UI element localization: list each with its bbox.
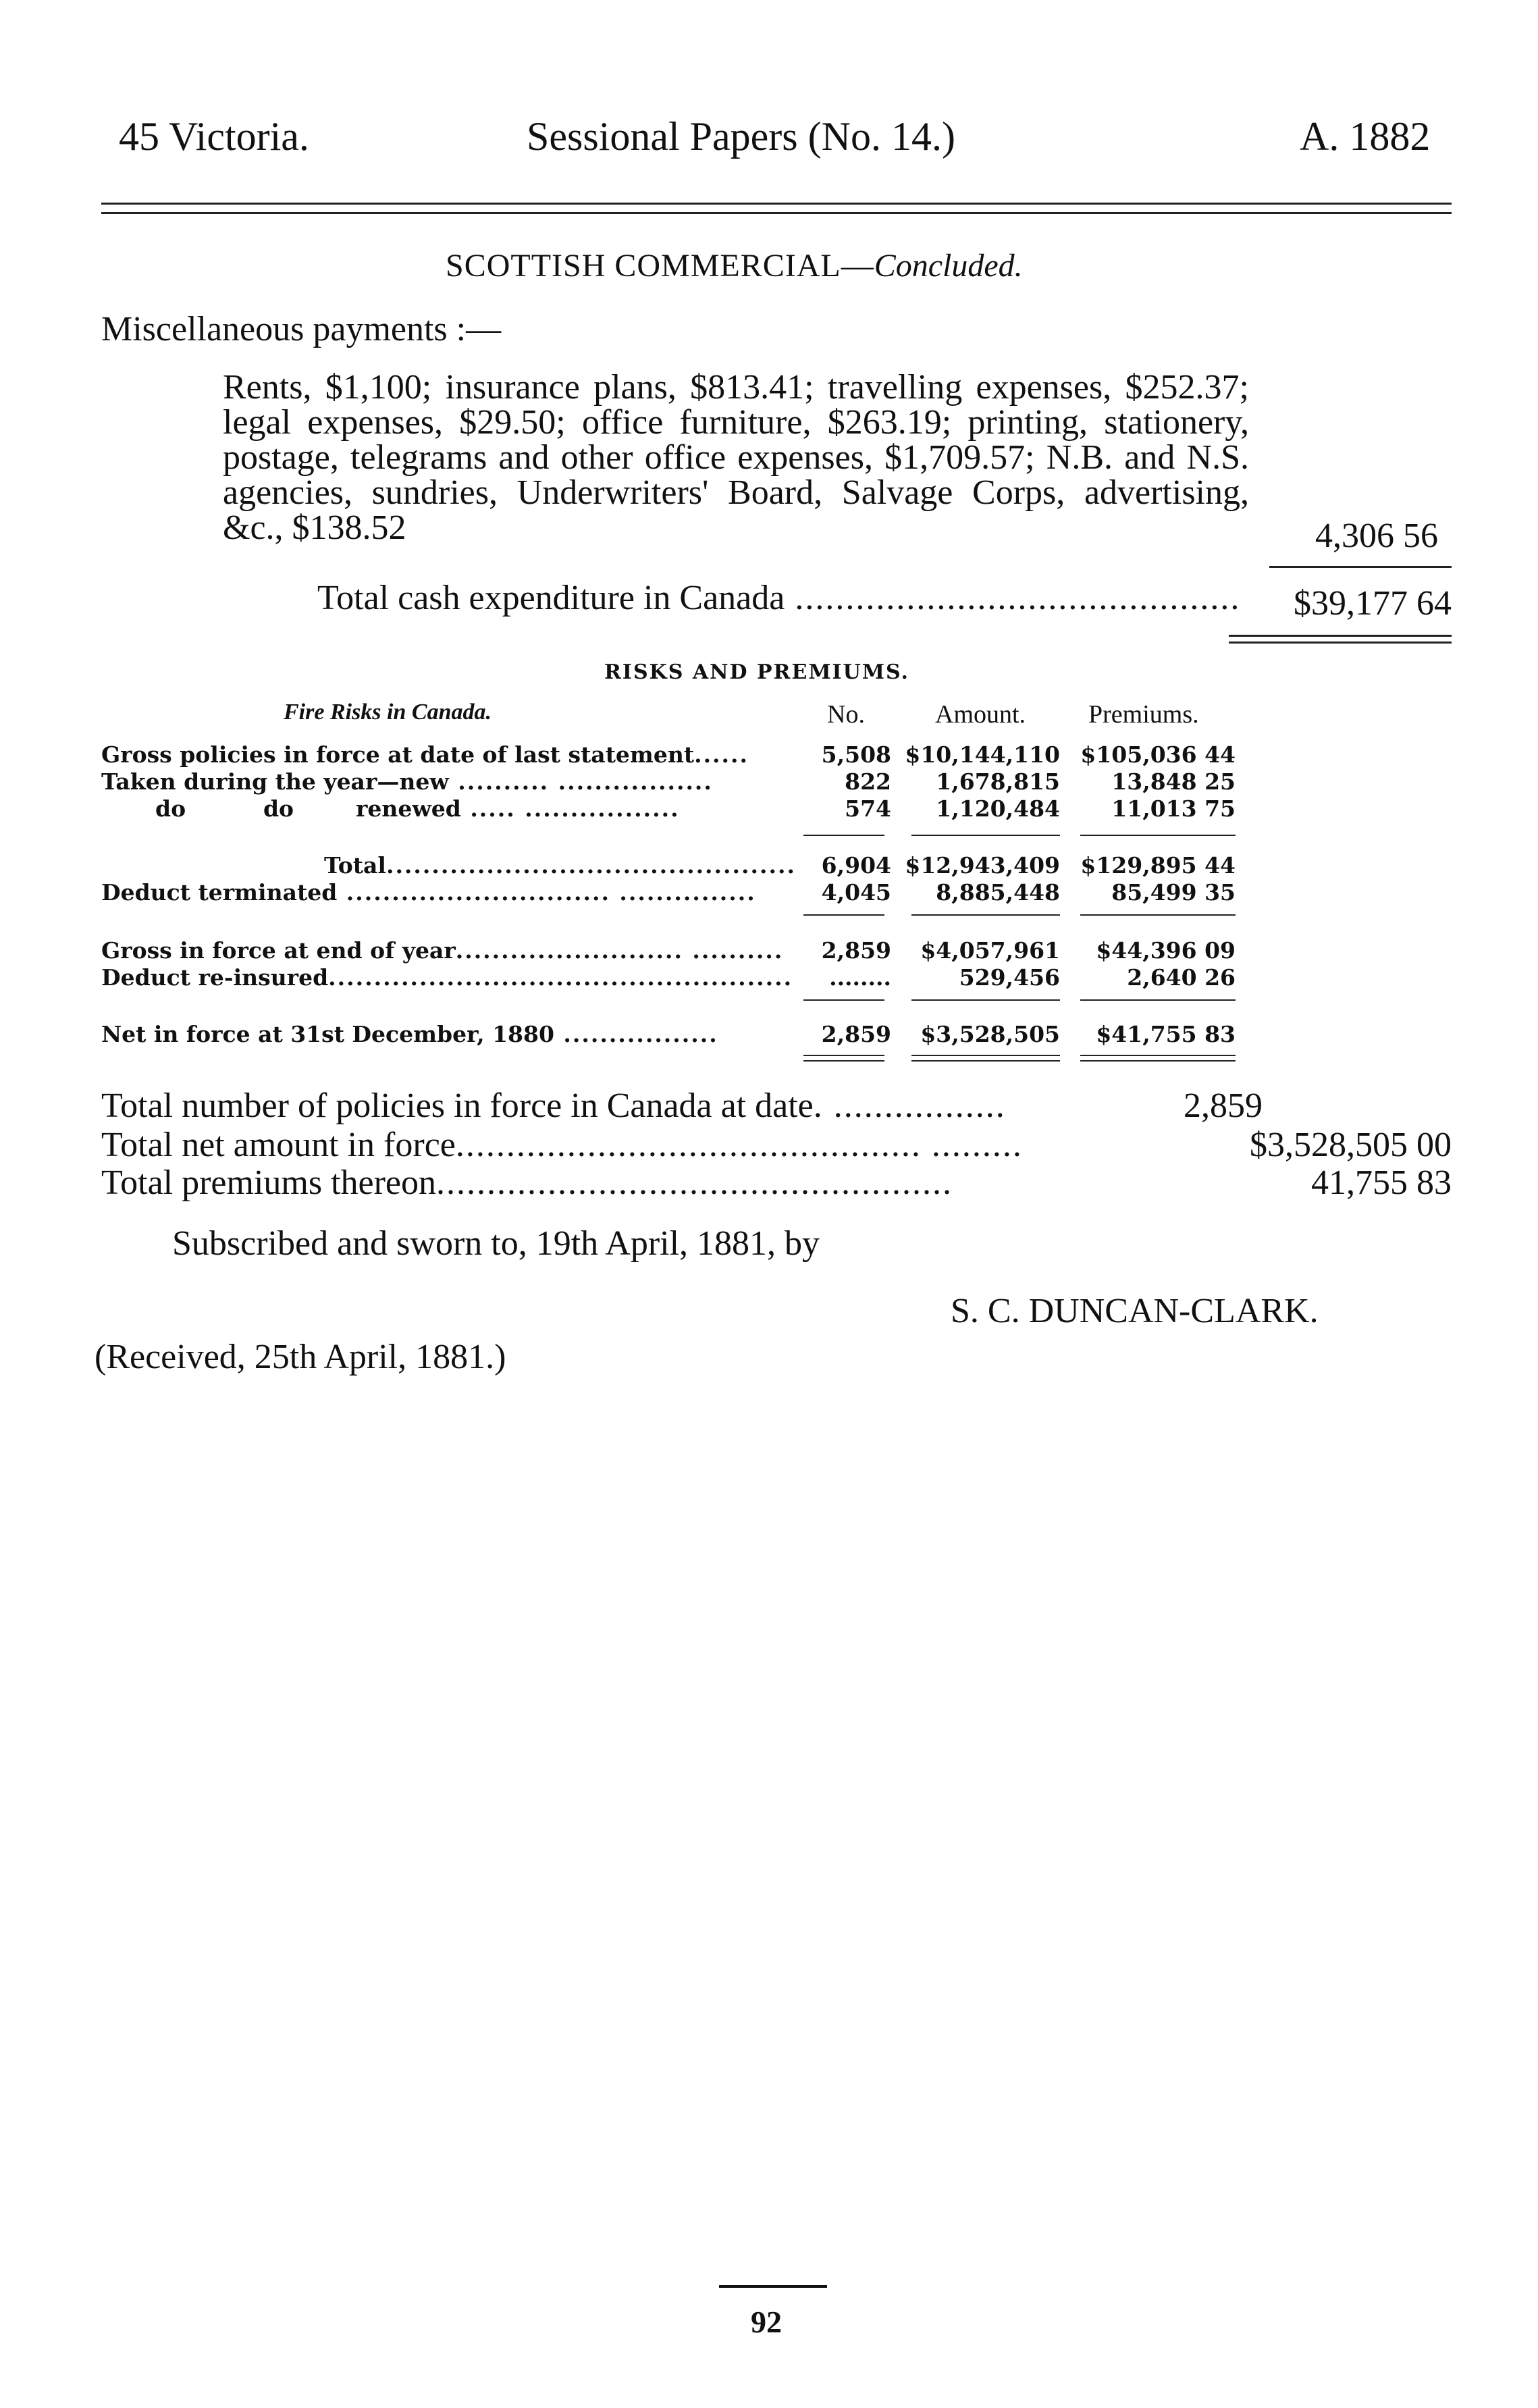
- final-rule-amount-2: [911, 1060, 1060, 1062]
- table-cell-amount: 8,885,448: [936, 879, 1060, 906]
- table-cell-amount: 529,456: [959, 964, 1060, 991]
- table-row-label: Net in force at 31st December, 1880 .................: [101, 1021, 718, 1047]
- risks-subheading: Fire Risks in Canada.: [284, 700, 492, 725]
- table-cell-no: ........: [829, 964, 891, 991]
- header-rule-top: [101, 203, 1452, 205]
- misc-heading: Miscellaneous payments :—: [101, 310, 502, 348]
- summary-premiums-value: 41,755 83: [1311, 1163, 1452, 1202]
- table-cell-premiums: 85,499 35: [1111, 879, 1236, 906]
- col-header-amount: Amount.: [935, 700, 1026, 729]
- table-cell-no: 6,904: [821, 852, 891, 879]
- table-row-label: Taken during the year—new .......... .................: [101, 768, 713, 795]
- table-cell-premiums: 11,013 75: [1111, 795, 1236, 822]
- summary-premiums-label: Total premiums thereon...................................................: [101, 1163, 953, 1202]
- risks-heading: RISKS AND PREMIUMS.: [604, 660, 909, 684]
- summary-policies-label: Total number of policies in force in Canada at date. .................: [101, 1087, 1006, 1125]
- table-row-label: Deduct re-insured...................................................: [101, 964, 793, 991]
- misc-amount: 4,306 56: [1315, 517, 1438, 555]
- table-cell-premiums: $44,396 09: [1096, 937, 1236, 964]
- table-row-label: Total.............................................: [324, 852, 796, 879]
- table-cell-amount: $10,144,110: [905, 741, 1060, 768]
- table-cell-amount: $12,943,409: [905, 852, 1060, 879]
- table-cell-amount: 1,678,815: [936, 768, 1060, 795]
- table-cell-no: 2,859: [821, 1021, 891, 1047]
- total-cash-label-text: Total cash expenditure in Canada: [317, 579, 785, 617]
- closing-rule: [719, 2285, 827, 2288]
- final-rule-premiums-1: [1080, 1055, 1236, 1056]
- misc-amount-rule: [1269, 566, 1452, 568]
- total-cash-amount: $39,177 64: [1294, 584, 1452, 623]
- table-cell-no: 5,508: [821, 741, 891, 768]
- received-date: (Received, 25th April, 1881.): [95, 1338, 506, 1376]
- gross-rule-premiums: [1080, 914, 1236, 916]
- net-rule-no: [803, 999, 884, 1001]
- table-cell-amount: $3,528,505: [920, 1021, 1060, 1047]
- final-rule-premiums-2: [1080, 1060, 1236, 1062]
- section-title: [446, 247, 1023, 284]
- table-cell-no: 574: [845, 795, 891, 822]
- summary-amount-value: $3,528,505 00: [1250, 1126, 1452, 1164]
- total-cash-label: [317, 578, 1240, 618]
- section-title-main: SCOTTISH COMMERCIAL—: [446, 248, 874, 284]
- table-row-label: Gross policies in force at date of last statement......: [101, 741, 749, 768]
- subtotal-rule-premiums: [1080, 835, 1236, 836]
- header-rule-bottom: [101, 212, 1452, 214]
- subtotal-rule-amount: [911, 835, 1060, 836]
- table-cell-amount: $4,057,961: [920, 937, 1060, 964]
- final-rule-no-1: [803, 1055, 884, 1056]
- table-row-label: Deduct terminated ............................. ...............: [101, 879, 756, 906]
- total-cash-rule-1: [1229, 635, 1452, 637]
- table-cell-premiums: 2,640 26: [1127, 964, 1236, 991]
- table-row-label: Gross in force at end of year......................... ..........: [101, 937, 784, 964]
- col-header-no: No.: [827, 700, 865, 729]
- final-rule-no-2: [803, 1060, 884, 1062]
- sworn-statement: Subscribed and sworn to, 19th April, 1881, by: [172, 1224, 820, 1263]
- table-cell-premiums: $41,755 83: [1096, 1021, 1236, 1047]
- summary-policies-value: 2,859: [1184, 1087, 1263, 1125]
- header-volume: 45 Victoria.: [119, 114, 309, 159]
- col-header-premiums: Premiums.: [1088, 700, 1199, 729]
- header-sessional-papers: Sessional Papers (No. 14.): [527, 114, 955, 159]
- net-rule-amount: [911, 999, 1060, 1001]
- table-row-label: do do renewed ..... .................: [155, 795, 680, 822]
- table-cell-premiums: $105,036 44: [1080, 741, 1236, 768]
- net-rule-premiums: [1080, 999, 1236, 1001]
- header-year: A. 1882: [1300, 114, 1431, 159]
- section-title-suffix: Concluded.: [874, 248, 1023, 284]
- table-cell-premiums: 13,848 25: [1111, 768, 1236, 795]
- gross-rule-amount: [911, 914, 1060, 916]
- total-cash-rule-2: [1229, 642, 1452, 644]
- table-cell-no: 2,859: [821, 937, 891, 964]
- page-number: 92: [751, 2305, 782, 2339]
- table-cell-amount: 1,120,484: [936, 795, 1060, 822]
- table-cell-no: 822: [845, 768, 891, 795]
- gross-rule-no: [803, 914, 884, 916]
- table-cell-premiums: $129,895 44: [1080, 852, 1236, 879]
- misc-paragraph: Rents, $1,100; insurance plans, $813.41; travelling expenses, $252.37; legal expenses, $29.50; office furniture, $263.19; printing, stationery, postage, telegrams and other office expenses, $1,709.57; N.B. and N.S. agencies, sundries, Underwriters' Board, Salvage Corps, advertising, &c., $138.52: [223, 368, 1249, 547]
- final-rule-amount-1: [911, 1055, 1060, 1056]
- signatory: S. C. DUNCAN-CLARK.: [951, 1292, 1319, 1330]
- total-cash-leader: ............................................: [785, 579, 1241, 617]
- summary-amount-label: Total net amount in force.............................................. .........: [101, 1126, 1023, 1164]
- table-cell-no: 4,045: [821, 879, 891, 906]
- subtotal-rule-no: [803, 835, 884, 836]
